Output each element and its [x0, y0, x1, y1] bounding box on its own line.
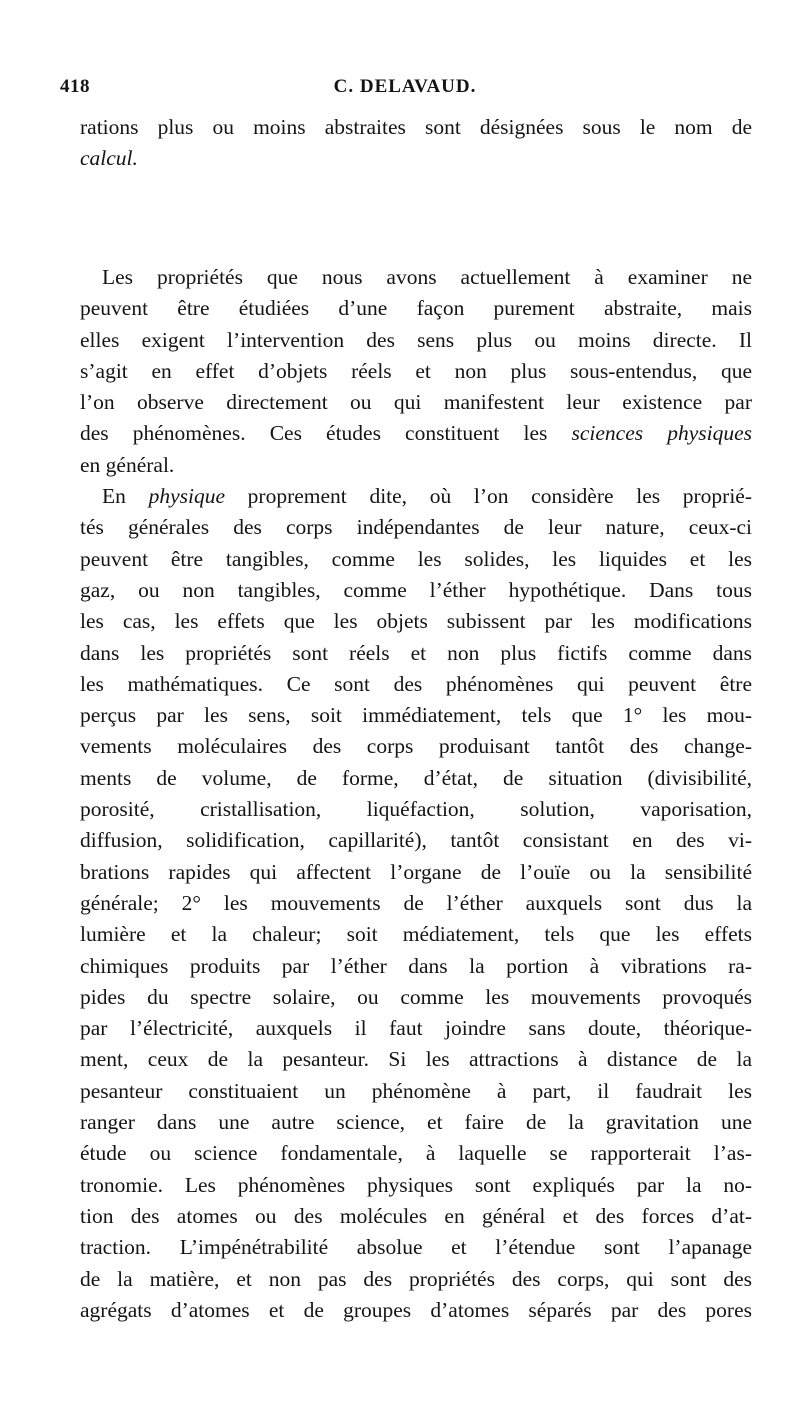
text-line: lumière et la chaleur; soit médiatement, tels que les effets [80, 922, 752, 947]
text-line [80, 418, 752, 449]
italic-term-sciences-physiques: sciences physiques [571, 421, 752, 446]
text-line: étude ou science fondamentale, à laquelle se rapporterait l’as- [80, 1141, 752, 1166]
text-line: tés générales des corps indépendantes de leur nature, ceux-ci [80, 515, 752, 540]
text-line: ment, ceux de la pesanteur. Si les attractions à distance de la [80, 1047, 752, 1072]
text-line: en général. [80, 452, 175, 477]
paragraph-1 [80, 112, 752, 175]
text-fragment: proprement dite, où l’on considère les proprié- [247, 484, 753, 509]
text-line: les cas, les effets que les objets subissent par les modifications [80, 609, 752, 634]
text-line: s’agit en effet d’objets réels et non plus sous-entendus, que [80, 358, 752, 383]
text-line: peuvent être tangibles, comme les solides, les liquides et les [80, 546, 752, 571]
text-line: chimiques produits par l’éther dans la portion à vibrations ra- [80, 953, 752, 978]
text-line: ranger dans une autre science, et faire de la gravitation une [80, 1110, 752, 1135]
text-line: l’on observe directement ou qui manifestent leur existence par [80, 390, 752, 415]
text-line: de la matière, et non pas des propriétés des corps, qui sont des [80, 1266, 752, 1291]
text-line [80, 481, 752, 512]
page-number: 418 [60, 76, 90, 97]
text-line: ments de volume, de forme, d’état, de situation (divisibilité, [80, 765, 752, 790]
text-line: traction. L’impénétrabilité absolue et l’étendue sont l’apanage [80, 1235, 752, 1260]
text-line: par l’électricité, auxquels il faut joindre sans doute, théorique- [80, 1016, 752, 1041]
text-fragment: des phénomènes. Ces études constituent les [80, 421, 548, 446]
running-head [60, 76, 750, 100]
running-head-author: C. DELAVAUD. [333, 76, 477, 97]
italic-term-calcul: calcul. [80, 146, 138, 171]
body-text [80, 262, 752, 1326]
text-line: générale; 2° les mouvements de l’éther auxquels sont dus la [80, 890, 752, 915]
text-line: diffusion, solidification, capillarité), tantôt consistant en des vi- [80, 828, 752, 853]
text-line [80, 143, 752, 174]
text-line: brations rapides qui affectent l’organe de l’ouïe ou la sensibilité [80, 859, 752, 884]
text-line: pides du spectre solaire, ou comme les mouvements provoqués [80, 984, 752, 1009]
text-line: gaz, ou non tangibles, comme l’éther hypothétique. Dans tous [80, 577, 752, 602]
text-line: vements moléculaires des corps produisant tantôt des change- [80, 734, 752, 759]
text-line: elles exigent l’intervention des sens plus ou moins directe. Il [80, 327, 752, 352]
text-line: tronomie. Les phénomènes physiques sont expliqués par la no- [80, 1172, 752, 1197]
text-line: dans les propriétés sont réels et non plus fictifs comme dans [80, 640, 752, 665]
text-line: rations plus ou moins abstraites sont désignées sous le nom de [80, 115, 752, 139]
text-line: peuvent être étudiées d’une façon purement abstraite, mais [80, 296, 752, 321]
text-line: les mathématiques. Ce sont des phénomènes qui peuvent être [80, 671, 752, 696]
text-line: agrégats d’atomes et de groupes d’atomes séparés par des pores [80, 1297, 752, 1322]
text-line: Les propriétés que nous avons actuellement à examiner ne [102, 265, 752, 289]
text-line: pesanteur constituaient un phénomène à part, il faudrait les [80, 1078, 752, 1103]
italic-term-physique: physique [148, 484, 225, 509]
text-line: perçus par les sens, soit immédiatement, tels que 1° les mou- [80, 703, 752, 728]
text-fragment: En [102, 484, 126, 509]
text-line: porosité, cristallisation, liquéfaction, solution, vaporisation, [80, 797, 752, 822]
text-line: tion des atomes ou des molécules en général et des forces d’at- [80, 1203, 752, 1228]
